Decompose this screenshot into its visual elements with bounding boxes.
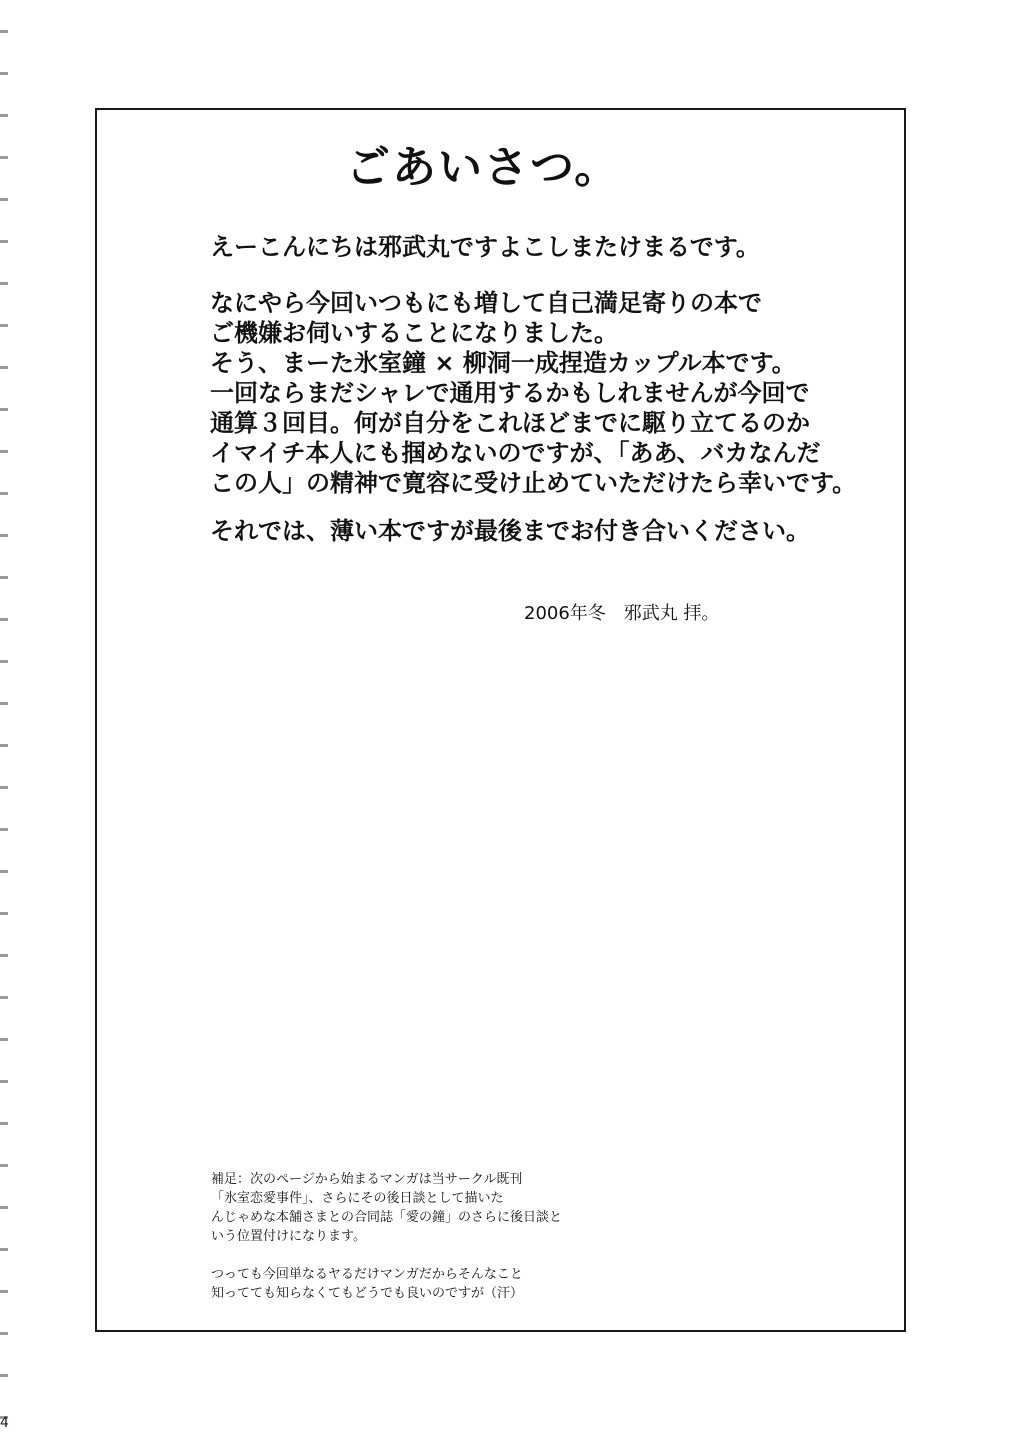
page-title: ごあいさつ。	[346, 142, 621, 193]
body-line: 通算３回目。何が自分をこれほどまでに駆り立てるのか	[210, 409, 810, 437]
note-line: いう位置付けになります。	[211, 1229, 366, 1244]
body-line: イマイチ本人にも掴めないのですが、「ああ、バカなんだ	[210, 439, 821, 467]
body-line: なにやら今回いつもにも増して自己満足寄りの本で	[210, 289, 762, 317]
note-line: 知ってても知らなくてもどうでも良いのですが（汗）	[211, 1286, 524, 1301]
note-line: つっても今回単なるヤるだけマンガだからそんなこと	[211, 1267, 523, 1282]
body-line: この人」の精神で寛容に受け止めていただけたら幸いです。	[210, 469, 857, 497]
body-paragraph	[210, 288, 856, 498]
greeting-line: えーこんにちは邪武丸ですよこしまたけまるです。	[210, 233, 760, 261]
greeting-paragraph	[210, 233, 760, 262]
binding-edge	[0, 0, 8, 1439]
body-line: 一回ならまだシャレで通用するかもしれませんが今回で	[210, 379, 810, 407]
note-line: 補足：次のページから始まるマンガは当サークル既刊	[211, 1172, 523, 1187]
note-line: 「氷室恋愛事件」、さらにその後日談として描いた	[211, 1191, 504, 1206]
supplementary-note	[211, 1170, 562, 1246]
body-line: そう、まーた氷室鐘 × 柳洞一成捏造カップル本です。	[210, 349, 796, 377]
note-line: んじゃめな本舗さまとの合同誌「愛の鐘」のさらに後日談と	[211, 1210, 563, 1225]
signature: 2006年冬 邪武丸 拝。	[524, 603, 720, 624]
body-line: ご機嫌お伺いすることになりました。	[210, 319, 618, 347]
page-number: 4	[0, 1415, 9, 1431]
closing-line: それでは、薄い本ですが最後までお付き合いください。	[210, 517, 810, 545]
supplementary-note-2	[211, 1265, 523, 1303]
closing-paragraph	[210, 517, 810, 546]
